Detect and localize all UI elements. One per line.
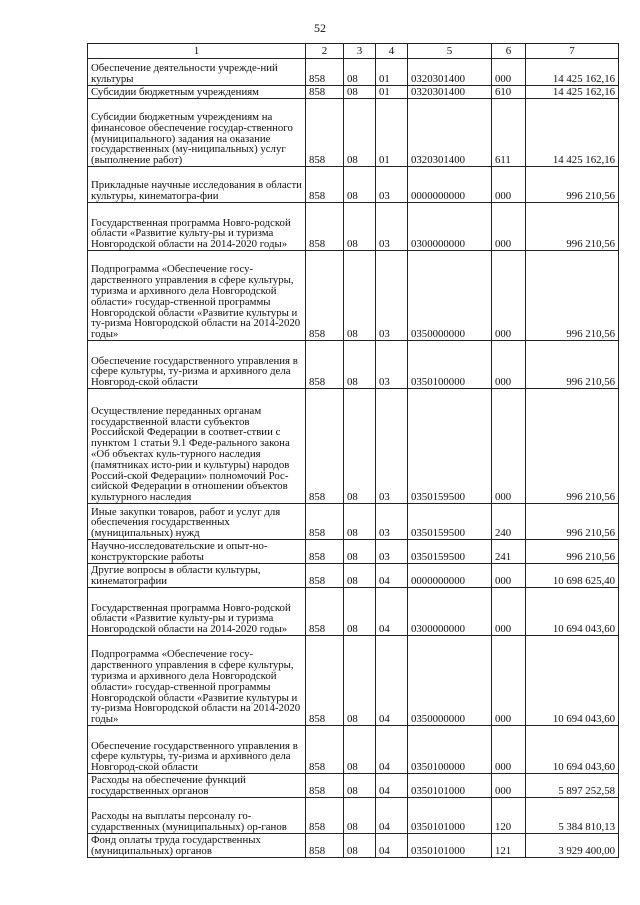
expense-type-code: 240 [492, 504, 526, 540]
expense-type-code: 000 [492, 167, 526, 203]
table-row [88, 99, 619, 167]
expense-type-code: 000 [492, 389, 526, 504]
target-article-code: 0350101000 [408, 798, 492, 834]
section-code: 08 [344, 636, 376, 726]
table-row [88, 251, 619, 341]
target-article-code: 0000000000 [408, 564, 492, 588]
table-row [88, 588, 619, 636]
main-manager-code: 858 [306, 798, 344, 834]
target-article-code: 0350100000 [408, 726, 492, 774]
amount: 14 425 162,16 [526, 99, 619, 167]
column-header: 5 [408, 44, 492, 59]
table-row [88, 167, 619, 203]
table-row [88, 834, 619, 858]
expense-type-code: 121 [492, 834, 526, 858]
table-row [88, 564, 619, 588]
amount: 14 425 162,16 [526, 86, 619, 99]
expense-type-code: 241 [492, 540, 526, 564]
row-name: Подпрограмма «Обеспечение госу-дарственного управления в сфере культуры, туризма и архивного дела Новгородской области» государ-ственной программы Новгородской области «Развитие культуры и ту-ризма Новгородской области на 2014-2020 годы» [88, 636, 306, 726]
amount: 996 210,56 [526, 251, 619, 341]
target-article-code: 0320301400 [408, 86, 492, 99]
table-row [88, 203, 619, 251]
main-manager-code: 858 [306, 504, 344, 540]
subsection-code: 03 [376, 504, 408, 540]
section-code: 08 [344, 540, 376, 564]
section-code: 08 [344, 389, 376, 504]
subsection-code: 03 [376, 251, 408, 341]
table-row [88, 389, 619, 504]
main-manager-code: 858 [306, 636, 344, 726]
table-row [88, 726, 619, 774]
row-name: Фонд оплаты труда государственных (муниципальных) органов [88, 834, 306, 858]
table-row [88, 798, 619, 834]
column-header: 6 [492, 44, 526, 59]
main-manager-code: 858 [306, 726, 344, 774]
subsection-code: 01 [376, 59, 408, 86]
expense-type-code: 000 [492, 341, 526, 389]
header-row [88, 44, 619, 59]
expense-type-code: 000 [492, 564, 526, 588]
main-manager-code: 858 [306, 59, 344, 86]
target-article-code: 0350000000 [408, 636, 492, 726]
table-row [88, 540, 619, 564]
table-row [88, 636, 619, 726]
target-article-code: 0320301400 [408, 59, 492, 86]
amount: 5 384 810,13 [526, 798, 619, 834]
target-article-code: 0000000000 [408, 167, 492, 203]
subsection-code: 01 [376, 86, 408, 99]
subsection-code: 04 [376, 798, 408, 834]
amount: 996 210,56 [526, 167, 619, 203]
expense-type-code: 000 [492, 588, 526, 636]
subsection-code: 03 [376, 341, 408, 389]
main-manager-code: 858 [306, 86, 344, 99]
subsection-code: 03 [376, 203, 408, 251]
column-header: 7 [526, 44, 619, 59]
section-code: 08 [344, 774, 376, 798]
row-name: Осуществление переданных органам государственной власти субъектов Российской Федерации в соответ-ствии с пунктом 1 статьи 9.1 Феде-рального закона «Об объектах куль-турного наследия (памятниках исто-рии и культуры) народов Россий-ской Федерации» полномочий Рос-сийской Федерации в отношении объектов культурного наследия [88, 389, 306, 504]
section-code: 08 [344, 59, 376, 86]
subsection-code: 04 [376, 636, 408, 726]
amount: 3 929 400,00 [526, 834, 619, 858]
expense-type-code: 000 [492, 726, 526, 774]
expense-type-code: 000 [492, 636, 526, 726]
amount: 10 698 625,40 [526, 564, 619, 588]
amount: 10 694 043,60 [526, 588, 619, 636]
target-article-code: 0350159500 [408, 540, 492, 564]
row-name: Обеспечение деятельности учрежде-ний культуры [88, 59, 306, 86]
main-manager-code: 858 [306, 588, 344, 636]
expense-type-code: 000 [492, 251, 526, 341]
main-manager-code: 858 [306, 251, 344, 341]
amount: 5 897 252,58 [526, 774, 619, 798]
target-article-code: 0350159500 [408, 504, 492, 540]
target-article-code: 0300000000 [408, 588, 492, 636]
section-code: 08 [344, 341, 376, 389]
subsection-code: 04 [376, 774, 408, 798]
amount: 996 210,56 [526, 203, 619, 251]
main-manager-code: 858 [306, 389, 344, 504]
main-manager-code: 858 [306, 341, 344, 389]
row-name: Государственная программа Новго-родской области «Развитие культу-ры и туризма Новгородской области на 2014-2020 годы» [88, 588, 306, 636]
amount: 10 694 043,60 [526, 726, 619, 774]
section-code: 08 [344, 99, 376, 167]
column-header: 3 [344, 44, 376, 59]
subsection-code: 03 [376, 540, 408, 564]
expense-type-code: 000 [492, 203, 526, 251]
main-manager-code: 858 [306, 564, 344, 588]
column-header: 2 [306, 44, 344, 59]
column-header: 1 [88, 44, 306, 59]
main-manager-code: 858 [306, 203, 344, 251]
expense-type-code: 610 [492, 86, 526, 99]
page-number: 52 [314, 21, 326, 35]
budget-table [87, 43, 619, 858]
amount: 996 210,56 [526, 540, 619, 564]
target-article-code: 0300000000 [408, 203, 492, 251]
section-code: 08 [344, 251, 376, 341]
target-article-code: 0350000000 [408, 251, 492, 341]
column-header: 4 [376, 44, 408, 59]
target-article-code: 0350159500 [408, 389, 492, 504]
table-row [88, 59, 619, 86]
row-name: Иные закупки товаров, работ и услуг для обеспечения государственных (муниципальных) нужд [88, 504, 306, 540]
expense-type-code: 000 [492, 59, 526, 86]
main-manager-code: 858 [306, 834, 344, 858]
expense-type-code: 611 [492, 99, 526, 167]
subsection-code: 04 [376, 834, 408, 858]
row-name: Государственная программа Новго-родской области «Развитие культу-ры и туризма Новгородской области на 2014-2020 годы» [88, 203, 306, 251]
subsection-code: 03 [376, 389, 408, 504]
amount: 996 210,56 [526, 389, 619, 504]
expense-type-code: 000 [492, 774, 526, 798]
target-article-code: 0320301400 [408, 99, 492, 167]
section-code: 08 [344, 798, 376, 834]
table-row [88, 86, 619, 99]
target-article-code: 0350101000 [408, 834, 492, 858]
table-row [88, 774, 619, 798]
row-name: Субсидии бюджетным учреждениям на финансовое обеспечение государ-ственного (муниципального) задания на оказание государственных (му-ниципальных) услуг (выполнение работ) [88, 99, 306, 167]
amount: 14 425 162,16 [526, 59, 619, 86]
main-manager-code: 858 [306, 167, 344, 203]
row-name: Обеспечение государственного управления в сфере культуры, ту-ризма и архивного дела Новгород-ской области [88, 341, 306, 389]
section-code: 08 [344, 86, 376, 99]
row-name: Расходы на обеспечение функций государственных органов [88, 774, 306, 798]
subsection-code: 04 [376, 564, 408, 588]
section-code: 08 [344, 588, 376, 636]
subsection-code: 01 [376, 99, 408, 167]
row-name: Субсидии бюджетным учреждениям [88, 86, 306, 99]
amount: 10 694 043,60 [526, 636, 619, 726]
main-manager-code: 858 [306, 774, 344, 798]
section-code: 08 [344, 564, 376, 588]
table-row [88, 341, 619, 389]
section-code: 08 [344, 203, 376, 251]
row-name: Другие вопросы в области культуры, кинематографии [88, 564, 306, 588]
expense-type-code: 120 [492, 798, 526, 834]
amount: 996 210,56 [526, 504, 619, 540]
section-code: 08 [344, 726, 376, 774]
section-code: 08 [344, 834, 376, 858]
row-name: Расходы на выплаты персоналу го-сударственных (муниципальных) ор-ганов [88, 798, 306, 834]
main-manager-code: 858 [306, 99, 344, 167]
amount: 996 210,56 [526, 341, 619, 389]
subsection-code: 04 [376, 588, 408, 636]
row-name: Подпрограмма «Обеспечение госу-дарственного управления в сфере культуры, туризма и архивного дела Новгородской области» государ-ственной программы Новгородской области «Развитие культуры и ту-ризма Новгородской области на 2014-2020 годы» [88, 251, 306, 341]
target-article-code: 0350101000 [408, 774, 492, 798]
section-code: 08 [344, 504, 376, 540]
target-article-code: 0350100000 [408, 341, 492, 389]
section-code: 08 [344, 167, 376, 203]
row-name: Научно-исследовательские и опыт-но-конструкторские работы [88, 540, 306, 564]
main-manager-code: 858 [306, 540, 344, 564]
subsection-code: 04 [376, 726, 408, 774]
row-name: Прикладные научные исследования в области культуры, кинематогра-фии [88, 167, 306, 203]
row-name: Обеспечение государственного управления в сфере культуры, ту-ризма и архивного дела Новгород-ской области [88, 726, 306, 774]
subsection-code: 03 [376, 167, 408, 203]
table-row [88, 504, 619, 540]
